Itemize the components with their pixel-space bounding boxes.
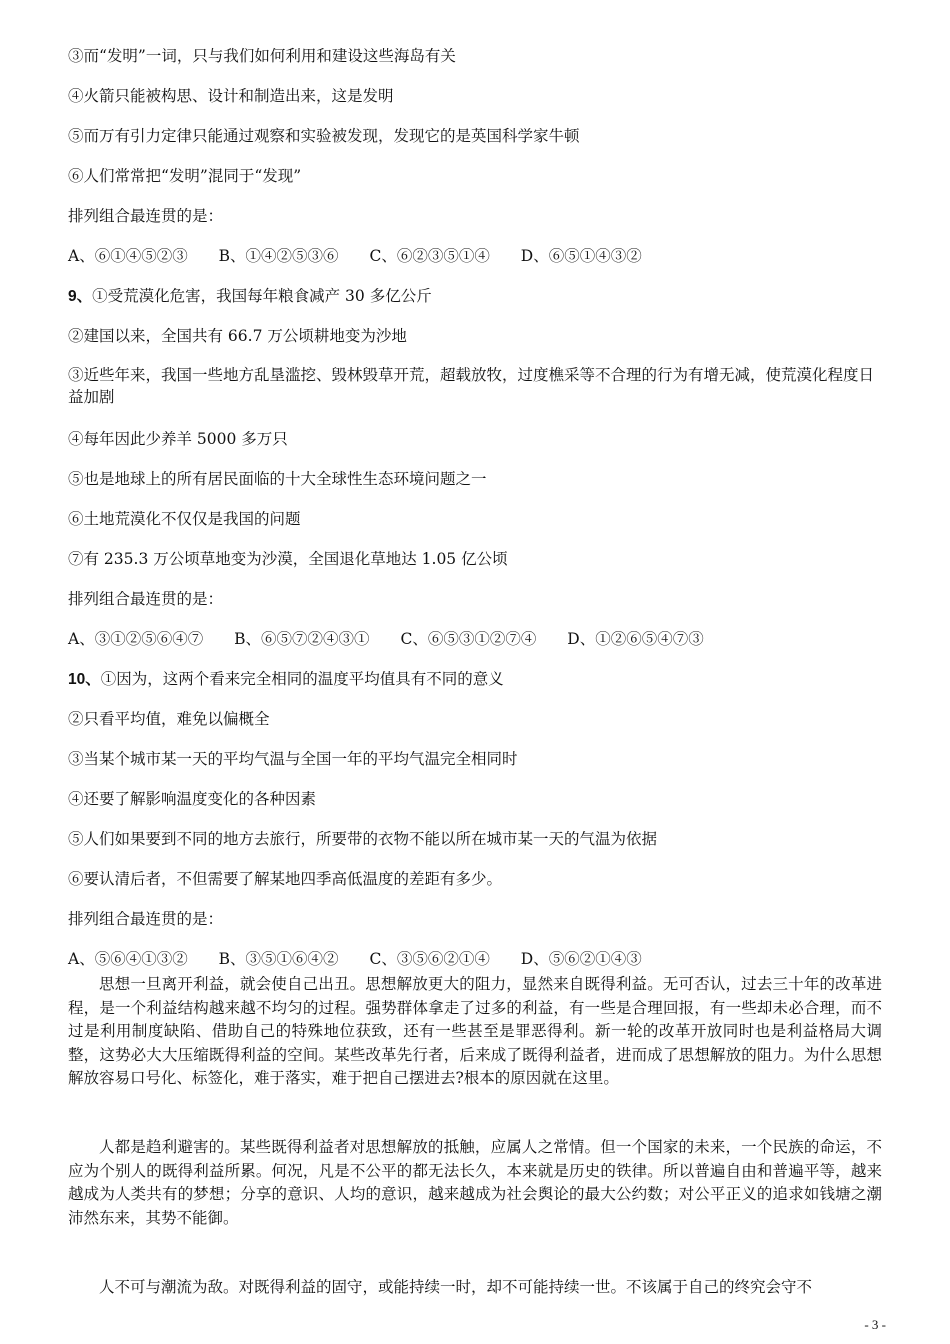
q10-option-c: C、③⑤⑥②①④ [369, 950, 490, 968]
q9-line-3: ③近些年来，我国一些地方乱垦滥挖、毁林毁草开荒，超载放牧，过度樵采等不合理的行为有增无减，使荒漠化程度日益加剧 [68, 366, 875, 406]
q8-option-c: C、⑥②③⑤①④ [369, 247, 490, 265]
q9-number: 9、 [68, 288, 93, 305]
q9-option-c: C、⑥⑤③①②⑦④ [400, 630, 537, 648]
q8-line-5: ⑤而万有引力定律只能通过观察和实验被发现，发现它的是英国科学家牛顿 [68, 127, 580, 145]
q9-line-5: ⑤也是地球上的所有居民面临的十大全球性生态环境问题之一 [68, 470, 487, 488]
q8-options [68, 246, 668, 266]
q9-prompt: 排列组合最连贯的是： [68, 590, 224, 608]
q10-line-3: ③当某个城市某一天的平均气温与全国一年的平均气温完全相同时 [68, 750, 518, 768]
q9-option-d: D、①②⑥⑤④⑦③ [567, 630, 704, 648]
q10-prompt: 排列组合最连贯的是： [68, 910, 224, 928]
q10-line-2: ②只看平均值，难免以偏概全 [68, 710, 270, 728]
q8-prompt: 排列组合最连贯的是： [68, 207, 224, 225]
q10-line-5: ⑤人们如果要到不同的地方去旅行，所要带的衣物不能以所在城市某一天的气温为依据 [68, 830, 658, 848]
q9-first-sentence: ①受荒漠化危害，我国每年粮食减产 30 多亿公斤 [92, 287, 432, 305]
q10-line-1 [68, 669, 504, 690]
q10-line-6: ⑥要认清后者，不但需要了解某地四季高低温度的差距有多少。 [68, 870, 503, 888]
q8-line-4: ④火箭只能被构思、设计和制造出来，这是发明 [68, 87, 394, 105]
q9-line-4: ④每年因此少养羊 5000 多万只 [68, 430, 288, 448]
q8-option-d: D、⑥⑤①④③② [520, 247, 642, 265]
q9-line-2: ②建国以来，全国共有 66.7 万公顷耕地变为沙地 [68, 327, 407, 345]
q10-number: 10、 [68, 671, 101, 688]
q10-option-a: A、⑤⑥④①③② [68, 950, 188, 968]
passage-paragraph-1: 思想一旦离开利益，就会使自己出丑。思想解放更大的阻力，显然来自既得利益。无可否认，过去三十年的改革进程，是一个利益结构越来越不均匀的过程。强势群体拿走了过多的利益，有一些是合理回报，有一些却未必合理，而不过是利用制度缺陷、借助自己的特殊地位获致，还有一些甚至是罪恶得利。新一轮的改革开放同时也是利益格局大调整，这势必大大压缩既得利益的空间。某些改革先行者，后来成了既得利益者，进而成了思想解放的阻力。为什么思想解放容易口号化、标签化，难于落实，难于把自己摆进去?根本的原因就在这里。 [68, 975, 882, 1087]
passage-paragraph-2: 人都是趋利避害的。某些既得利益者对思想解放的抵触，应属人之常情。但一个国家的未来，一个民族的命运，不应为个别人的既得利益所累。何况，凡是不公平的都无法长久，本来就是历史的铁律。所以普遍自由和普遍平等，越来越成为人类共有的梦想；分享的意识、人均的意识，越来越成为社会舆论的最大公约数；对公平正义的追求如钱塘之潮沛然东来，其势不能御。 [68, 1138, 882, 1227]
q9-option-a: A、③①②⑤⑥④⑦ [68, 630, 204, 648]
passage-paragraph-3: 人不可与潮流为敌。对既得利益的固守，或能持续一时，却不可能持续一世。不该属于自己的终究会守不 [99, 1278, 813, 1296]
q10-line-4: ④还要了解影响温度变化的各种因素 [68, 790, 317, 808]
q10-option-b: B、③⑤①⑥④② [218, 950, 339, 968]
q10-first-sentence: ①因为，这两个看来完全相同的温度平均值具有不同的意义 [100, 670, 504, 688]
q8-option-b: B、①④②⑤③⑥ [218, 247, 339, 265]
q9-option-b: B、⑥⑤⑦②④③① [234, 630, 370, 648]
q8-option-a: A、⑥①④⑤②③ [68, 247, 188, 265]
q8-line-6: ⑥人们常常把“发明”混同于“发现” [68, 167, 302, 185]
q10-options [68, 949, 668, 969]
q10-option-d: D、⑤⑥②①④③ [520, 950, 642, 968]
q9-line-7: ⑦有 235.3 万公顷草地变为沙漠，全国退化草地达 1.05 亿公顷 [68, 550, 508, 568]
page-number: - 3 - [864, 1317, 886, 1332]
q9-options [68, 629, 730, 649]
q9-line-6: ⑥土地荒漠化不仅仅是我国的问题 [68, 510, 301, 528]
q8-line-3: ③而“发明”一词，只与我们如何利用和建设这些海岛有关 [68, 47, 456, 65]
q9-line-1 [68, 286, 432, 307]
